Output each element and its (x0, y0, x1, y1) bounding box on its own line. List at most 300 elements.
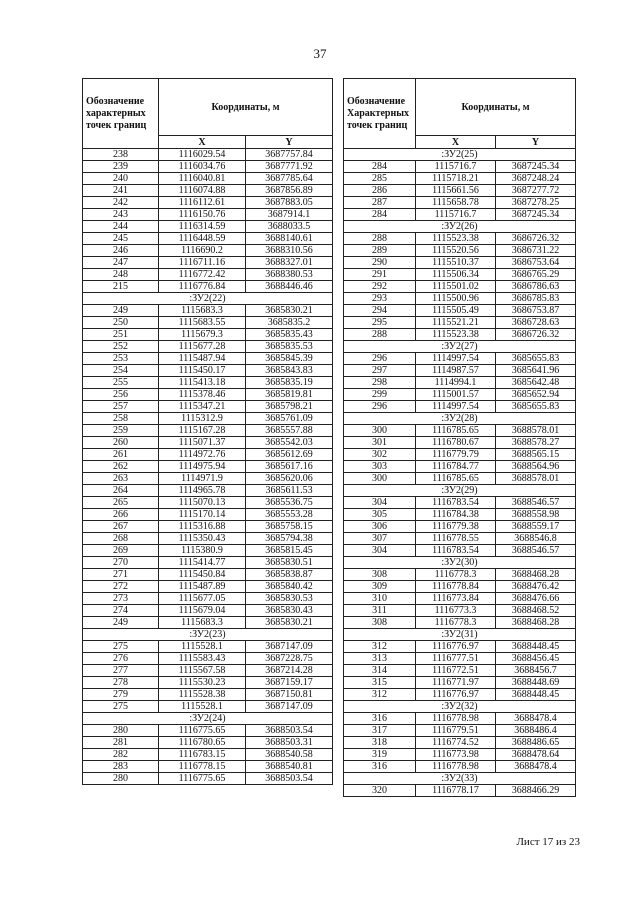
point-number: 262 (83, 461, 159, 473)
table-row (83, 689, 333, 701)
y-coordinate: 3688486.65 (496, 737, 576, 749)
y-coordinate: 3688468.52 (496, 605, 576, 617)
x-coordinate: 1116772.51 (416, 665, 496, 677)
point-number: 255 (83, 377, 159, 389)
point-number: 280 (83, 773, 159, 785)
table-row (344, 461, 576, 473)
table-row (83, 641, 333, 653)
point-number: 271 (83, 569, 159, 581)
table-row (344, 389, 576, 401)
x-coordinate: 1115170.14 (159, 509, 246, 521)
point-number: 252 (83, 341, 159, 353)
table-row (83, 461, 333, 473)
x-coordinate: 1116778.55 (416, 533, 496, 545)
x-coordinate: 1116773.3 (416, 605, 496, 617)
header-y: Y (246, 136, 333, 149)
y-coordinate: 3688456.7 (496, 665, 576, 677)
x-coordinate: 1116690.2 (159, 245, 246, 257)
y-coordinate: 3685798.21 (246, 401, 333, 413)
y-coordinate: 3688578.27 (496, 437, 576, 449)
table-row (344, 653, 576, 665)
x-coordinate: 1116773.84 (416, 593, 496, 605)
x-coordinate: 1114971.9 (159, 473, 246, 485)
point-number: 288 (344, 233, 416, 245)
point-number: 295 (344, 317, 416, 329)
y-coordinate: 3688565.15 (496, 449, 576, 461)
point-number: 320 (344, 785, 416, 797)
section-title: :ЗУ2(24) (83, 713, 333, 725)
point-number: 303 (344, 461, 416, 473)
point-number: 251 (83, 329, 159, 341)
table-row (344, 725, 576, 737)
point-number: 299 (344, 389, 416, 401)
point-number: 244 (83, 221, 159, 233)
x-coordinate: 1116780.67 (416, 437, 496, 449)
y-coordinate: 3686728.63 (496, 317, 576, 329)
table-row (83, 593, 333, 605)
x-coordinate: 1116778.84 (416, 581, 496, 593)
table-row (83, 233, 333, 245)
point-number: 247 (83, 257, 159, 269)
table-row (344, 281, 576, 293)
y-coordinate: 3685835.53 (246, 341, 333, 353)
y-coordinate: 3688468.28 (496, 569, 576, 581)
y-coordinate: 3688478.4 (496, 761, 576, 773)
point-number: 238 (83, 149, 159, 161)
table-row (344, 641, 576, 653)
x-coordinate: 1116074.88 (159, 185, 246, 197)
table-row (344, 689, 576, 701)
point-number: 253 (83, 353, 159, 365)
table-row (83, 521, 333, 533)
x-coordinate: 1116779.79 (416, 449, 496, 461)
point-number: 243 (83, 209, 159, 221)
x-coordinate: 1116775.65 (159, 773, 246, 785)
point-number: 263 (83, 473, 159, 485)
table-row (344, 353, 576, 365)
point-number: 280 (83, 725, 159, 737)
point-number: 245 (83, 233, 159, 245)
y-coordinate: 3687278.25 (496, 197, 576, 209)
x-coordinate: 1116776.97 (416, 641, 496, 653)
table-row (344, 425, 576, 437)
header-y: Y (496, 136, 576, 149)
point-number: 276 (83, 653, 159, 665)
table-row (83, 413, 333, 425)
section-title: :ЗУ2(29) (344, 485, 576, 497)
y-coordinate: 3688559.17 (496, 521, 576, 533)
point-number: 257 (83, 401, 159, 413)
point-number: 314 (344, 665, 416, 677)
point-number: 313 (344, 653, 416, 665)
table-row (344, 257, 576, 269)
y-coordinate: 3688478.4 (496, 713, 576, 725)
table-row (83, 509, 333, 521)
point-number: 278 (83, 677, 159, 689)
y-coordinate: 3688503.31 (246, 737, 333, 749)
table-row (83, 425, 333, 437)
table-row (83, 209, 333, 221)
section-title: :ЗУ2(30) (344, 557, 576, 569)
table-row (83, 737, 333, 749)
y-coordinate: 3687214.28 (246, 665, 333, 677)
header-coordinates: Координаты, м (159, 79, 333, 136)
x-coordinate: 1115500.96 (416, 293, 496, 305)
y-coordinate: 3685612.69 (246, 449, 333, 461)
table-row (344, 209, 576, 221)
section-title: :ЗУ2(32) (344, 701, 576, 713)
table-row (344, 581, 576, 593)
table-row (83, 377, 333, 389)
x-coordinate: 1115677.05 (159, 593, 246, 605)
y-coordinate: 3688468.28 (496, 617, 576, 629)
x-coordinate: 1116783.15 (159, 749, 246, 761)
point-number: 312 (344, 689, 416, 701)
x-coordinate: 1115506.34 (416, 269, 496, 281)
y-coordinate: 3687147.09 (246, 641, 333, 653)
point-number: 312 (344, 641, 416, 653)
x-coordinate: 1115661.56 (416, 185, 496, 197)
point-number: 281 (83, 737, 159, 749)
header-coordinates: Координаты, м (416, 79, 576, 136)
point-number: 282 (83, 749, 159, 761)
y-coordinate: 3687147.09 (246, 701, 333, 713)
y-coordinate: 3687914.1 (246, 209, 333, 221)
y-coordinate: 3685542.03 (246, 437, 333, 449)
table-row (83, 197, 333, 209)
section-title: :ЗУ2(31) (344, 629, 576, 641)
point-number: 316 (344, 713, 416, 725)
table-row (344, 509, 576, 521)
y-coordinate: 3687150.81 (246, 689, 333, 701)
table-row (83, 701, 333, 713)
y-coordinate: 3685652.94 (496, 389, 576, 401)
x-coordinate: 1116778.98 (416, 713, 496, 725)
point-number: 290 (344, 257, 416, 269)
table-row (83, 389, 333, 401)
table-row (83, 473, 333, 485)
y-coordinate: 3685830.53 (246, 593, 333, 605)
y-coordinate: 3687856.89 (246, 185, 333, 197)
coordinates-table-left (82, 78, 333, 785)
x-coordinate: 1115683.55 (159, 317, 246, 329)
y-coordinate: 3688540.81 (246, 761, 333, 773)
x-coordinate: 1116150.76 (159, 209, 246, 221)
x-coordinate: 1115520.56 (416, 245, 496, 257)
table-row (83, 449, 333, 461)
x-coordinate: 1116784.38 (416, 509, 496, 521)
x-coordinate: 1116778.15 (159, 761, 246, 773)
table-row (344, 185, 576, 197)
table-row (83, 437, 333, 449)
section-row (344, 629, 576, 641)
table-row (83, 353, 333, 365)
table-row (83, 173, 333, 185)
table-row (344, 401, 576, 413)
x-coordinate: 1115521.21 (416, 317, 496, 329)
x-coordinate: 1114997.54 (416, 353, 496, 365)
table-row (83, 653, 333, 665)
y-coordinate: 3688558.98 (496, 509, 576, 521)
y-coordinate: 3688564.96 (496, 461, 576, 473)
x-coordinate: 1116448.59 (159, 233, 246, 245)
x-coordinate: 1115450.17 (159, 365, 246, 377)
y-coordinate: 3688546.8 (496, 533, 576, 545)
point-number: 305 (344, 509, 416, 521)
point-number: 256 (83, 389, 159, 401)
y-coordinate: 3685830.51 (246, 557, 333, 569)
point-number: 254 (83, 365, 159, 377)
point-number: 261 (83, 449, 159, 461)
table-row (344, 605, 576, 617)
table-body-right (344, 149, 576, 797)
y-coordinate: 3685830.43 (246, 605, 333, 617)
header-x: X (416, 136, 496, 149)
y-coordinate: 3688033.5 (246, 221, 333, 233)
table-row (83, 605, 333, 617)
y-coordinate: 3685830.21 (246, 617, 333, 629)
table-row (83, 665, 333, 677)
y-coordinate: 3685835.2 (246, 317, 333, 329)
table-row (83, 401, 333, 413)
x-coordinate: 1115380.9 (159, 545, 246, 557)
point-number: 268 (83, 533, 159, 545)
y-coordinate: 3686731.22 (496, 245, 576, 257)
y-coordinate: 3687757.84 (246, 149, 333, 161)
point-number: 302 (344, 449, 416, 461)
table-row (83, 545, 333, 557)
y-coordinate: 3685655.83 (496, 401, 576, 413)
x-coordinate: 1116040.81 (159, 173, 246, 185)
table-row (344, 293, 576, 305)
point-number: 304 (344, 497, 416, 509)
x-coordinate: 1116772.42 (159, 269, 246, 281)
table-row (83, 269, 333, 281)
table-row (83, 329, 333, 341)
table-row (83, 581, 333, 593)
section-row (83, 713, 333, 725)
x-coordinate: 1116778.3 (416, 617, 496, 629)
x-coordinate: 1115350.43 (159, 533, 246, 545)
point-number: 275 (83, 701, 159, 713)
table-row (344, 761, 576, 773)
section-row (344, 413, 576, 425)
section-row (344, 773, 576, 785)
x-coordinate: 1114975.94 (159, 461, 246, 473)
x-coordinate: 1116785.65 (416, 473, 496, 485)
y-coordinate: 3686765.29 (496, 269, 576, 281)
x-coordinate: 1115658.78 (416, 197, 496, 209)
y-coordinate: 3688448.45 (496, 641, 576, 653)
table-row (344, 617, 576, 629)
table-body-left (83, 149, 333, 785)
point-number: 264 (83, 485, 159, 497)
section-row (344, 485, 576, 497)
y-coordinate: 3688486.4 (496, 725, 576, 737)
x-coordinate: 1115523.38 (416, 233, 496, 245)
table-row (344, 737, 576, 749)
point-number: 265 (83, 497, 159, 509)
table-row (83, 257, 333, 269)
point-number: 215 (83, 281, 159, 293)
y-coordinate: 3686753.87 (496, 305, 576, 317)
x-coordinate: 1115347.21 (159, 401, 246, 413)
point-number: 259 (83, 425, 159, 437)
y-coordinate: 3687277.72 (496, 185, 576, 197)
section-row (344, 557, 576, 569)
point-number: 250 (83, 317, 159, 329)
point-number: 306 (344, 521, 416, 533)
table-row (344, 785, 576, 797)
x-coordinate: 1115716.7 (416, 161, 496, 173)
x-coordinate: 1115505.49 (416, 305, 496, 317)
point-number: 293 (344, 293, 416, 305)
y-coordinate: 3685620.06 (246, 473, 333, 485)
table-row (344, 437, 576, 449)
table-row (344, 497, 576, 509)
y-coordinate: 3686726.32 (496, 329, 576, 341)
table-row (344, 377, 576, 389)
x-coordinate: 1116779.38 (416, 521, 496, 533)
y-coordinate: 3685835.19 (246, 377, 333, 389)
table-row (344, 197, 576, 209)
table-row (344, 365, 576, 377)
table-row (83, 149, 333, 161)
y-coordinate: 3685843.83 (246, 365, 333, 377)
x-coordinate: 1115487.94 (159, 353, 246, 365)
point-number: 296 (344, 401, 416, 413)
section-title: :ЗУ2(33) (344, 773, 576, 785)
x-coordinate: 1115501.02 (416, 281, 496, 293)
x-coordinate: 1116314.59 (159, 221, 246, 233)
x-coordinate: 1115528.38 (159, 689, 246, 701)
point-number: 309 (344, 581, 416, 593)
y-coordinate: 3686786.63 (496, 281, 576, 293)
x-coordinate: 1115070.13 (159, 497, 246, 509)
y-coordinate: 3687883.05 (246, 197, 333, 209)
point-number: 267 (83, 521, 159, 533)
y-coordinate: 3685557.88 (246, 425, 333, 437)
y-coordinate: 3685815.45 (246, 545, 333, 557)
x-coordinate: 1115167.28 (159, 425, 246, 437)
y-coordinate: 3685840.42 (246, 581, 333, 593)
x-coordinate: 1116774.52 (416, 737, 496, 749)
y-coordinate: 3688546.57 (496, 497, 576, 509)
x-coordinate: 1115716.7 (416, 209, 496, 221)
table-row (344, 593, 576, 605)
table-row (344, 305, 576, 317)
point-number: 249 (83, 305, 159, 317)
y-coordinate: 3686726.32 (496, 233, 576, 245)
table-row (83, 161, 333, 173)
x-coordinate: 1115528.1 (159, 701, 246, 713)
section-row (83, 629, 333, 641)
point-number: 292 (344, 281, 416, 293)
table-row (83, 569, 333, 581)
x-coordinate: 1115001.57 (416, 389, 496, 401)
x-coordinate: 1116783.54 (416, 545, 496, 557)
x-coordinate: 1116034.76 (159, 161, 246, 173)
y-coordinate: 3686753.64 (496, 257, 576, 269)
y-coordinate: 3688380.53 (246, 269, 333, 281)
point-number: 284 (344, 209, 416, 221)
table-row (344, 521, 576, 533)
table-row (83, 317, 333, 329)
x-coordinate: 1116771.97 (416, 677, 496, 689)
point-number: 239 (83, 161, 159, 173)
x-coordinate: 1115510.37 (416, 257, 496, 269)
point-number: 319 (344, 749, 416, 761)
x-coordinate: 1116711.16 (159, 257, 246, 269)
table-row (344, 533, 576, 545)
y-coordinate: 3688546.57 (496, 545, 576, 557)
table-row (83, 341, 333, 353)
y-coordinate: 3687245.34 (496, 161, 576, 173)
y-coordinate: 3685761.09 (246, 413, 333, 425)
point-number: 283 (83, 761, 159, 773)
x-coordinate: 1115378.46 (159, 389, 246, 401)
point-number: 246 (83, 245, 159, 257)
table-row (344, 677, 576, 689)
section-title: :ЗУ2(26) (344, 221, 576, 233)
y-coordinate: 3688578.01 (496, 425, 576, 437)
x-coordinate: 1116775.65 (159, 725, 246, 737)
table-row (83, 533, 333, 545)
x-coordinate: 1116778.17 (416, 785, 496, 797)
y-coordinate: 3687159.17 (246, 677, 333, 689)
section-row (344, 149, 576, 161)
table-row (344, 317, 576, 329)
point-number: 284 (344, 161, 416, 173)
sheet-footer: Лист 17 из 23 (516, 836, 580, 848)
point-number: 304 (344, 545, 416, 557)
point-number: 266 (83, 509, 159, 521)
point-number: 317 (344, 725, 416, 737)
y-coordinate: 3687785.64 (246, 173, 333, 185)
point-number: 296 (344, 353, 416, 365)
point-number: 249 (83, 617, 159, 629)
coordinates-table-right (343, 78, 576, 797)
y-coordinate: 3685819.81 (246, 389, 333, 401)
y-coordinate: 3685830.21 (246, 305, 333, 317)
y-coordinate: 3685641.96 (496, 365, 576, 377)
table-row (83, 485, 333, 497)
header-point-label: Обозначение характерных точек границ (83, 79, 159, 149)
point-number: 286 (344, 185, 416, 197)
point-number: 310 (344, 593, 416, 605)
section-title: :ЗУ2(25) (344, 149, 576, 161)
x-coordinate: 1116029.54 (159, 149, 246, 161)
y-coordinate: 3687771.92 (246, 161, 333, 173)
x-coordinate: 1115683.3 (159, 617, 246, 629)
point-number: 285 (344, 173, 416, 185)
point-number: 300 (344, 425, 416, 437)
table-row (83, 677, 333, 689)
section-row (83, 293, 333, 305)
point-number: 242 (83, 197, 159, 209)
y-coordinate: 3688448.45 (496, 689, 576, 701)
y-coordinate: 3688448.69 (496, 677, 576, 689)
table-row (344, 173, 576, 185)
x-coordinate: 1116776.84 (159, 281, 246, 293)
point-number: 294 (344, 305, 416, 317)
x-coordinate: 1116776.97 (416, 689, 496, 701)
y-coordinate: 3688446.46 (246, 281, 333, 293)
header-x: X (159, 136, 246, 149)
point-number: 307 (344, 533, 416, 545)
table-row (344, 749, 576, 761)
x-coordinate: 1116785.65 (416, 425, 496, 437)
